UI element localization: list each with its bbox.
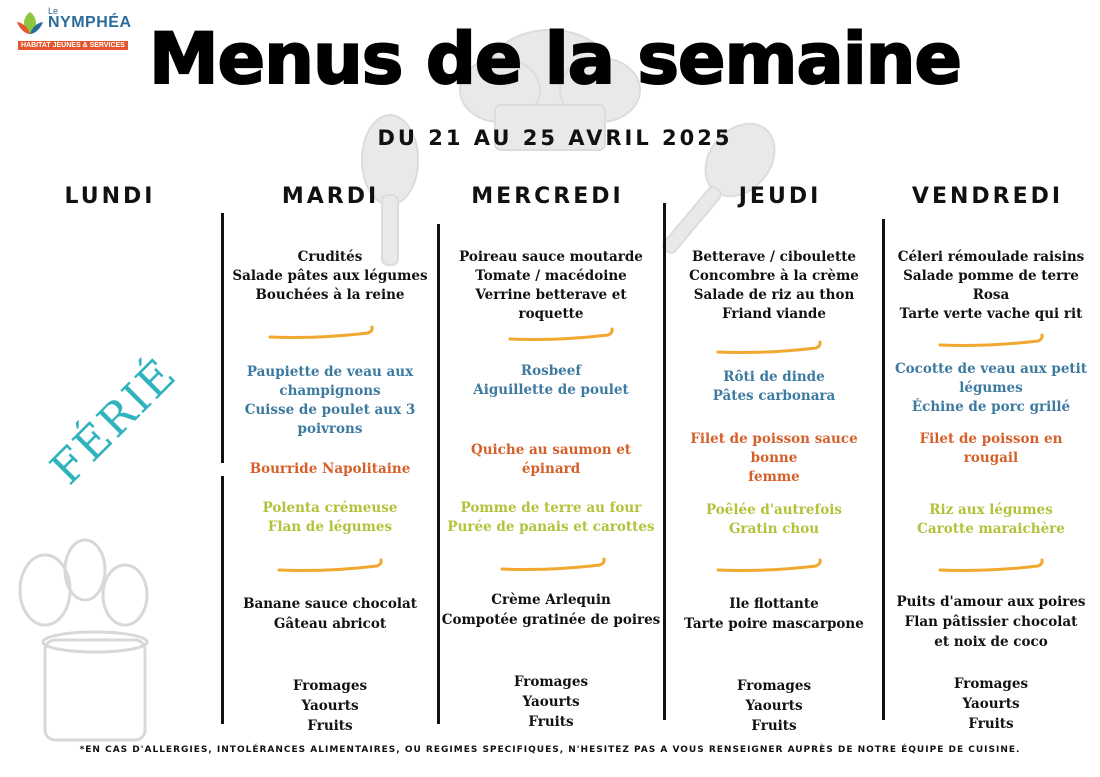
day-jeudi: JEUDI: [738, 184, 822, 209]
swash-divider: [938, 333, 1046, 349]
separator-line: [221, 213, 224, 463]
menu-item: Betterave / ciboulette: [691, 249, 857, 265]
menu-item: Purée de panais et carottes: [447, 519, 655, 535]
jeudi-poisson: [668, 430, 880, 487]
menu-item: Aiguillette de poulet: [473, 382, 629, 398]
menu-item: Yaourts: [745, 698, 803, 714]
mercredi-laitages: [441, 672, 661, 732]
menu-item: Rôti de dinde: [723, 369, 825, 385]
menu-item: Yaourts: [522, 694, 580, 710]
menu-item: Tarte verte vache qui rit: [899, 306, 1083, 322]
separator-line: [221, 476, 224, 724]
vendredi-entrees: [886, 248, 1096, 324]
menu-item: Filet de poisson sauce bonne: [690, 431, 858, 466]
menu-item: Yaourts: [301, 698, 359, 714]
menu-item: Flan pâtissier chocolat: [904, 614, 1078, 630]
swash-divider: [716, 558, 824, 574]
menu-item: et noix de coco: [934, 634, 1048, 650]
swash-divider: [268, 325, 376, 341]
date-range: DU 21 AU 25 AVRIL 2025: [377, 126, 733, 150]
mardi-laitages: [225, 676, 435, 736]
menu-item: rougail: [963, 450, 1019, 466]
menu-item: champignons: [279, 383, 381, 399]
menu-item: Salade pomme de terre Rosa: [903, 268, 1079, 303]
mercredi-desserts: [441, 590, 661, 630]
jeudi-accompagnements: [668, 501, 880, 539]
mercredi-accompagnements: [441, 499, 661, 537]
page-title: Menus de la semaine: [148, 18, 961, 100]
separator-line: [663, 203, 666, 720]
menu-item: Fromages: [513, 674, 589, 690]
logo-name: NYMPHÉA: [48, 14, 132, 31]
menu-item: Verrine betterave et roquette: [475, 287, 627, 322]
menu-item: Riz aux légumes: [929, 502, 1053, 518]
menu-item: Banane sauce chocolat: [243, 596, 417, 612]
mercredi-entrees: [441, 248, 661, 324]
menu-item: Bouchées à la reine: [255, 287, 405, 303]
separator-line: [437, 224, 440, 724]
swash-divider: [938, 558, 1046, 574]
vendredi-plats: [886, 360, 1096, 417]
menu-item: femme: [748, 469, 800, 485]
mardi-entrees: [225, 248, 435, 305]
menu-item: Polenta crémeuse: [262, 500, 398, 516]
mardi-plats: [225, 363, 435, 439]
day-vendredi: VENDREDI: [911, 184, 1064, 209]
ferie-label: FÉRIÉ: [41, 348, 187, 495]
menu-item: Cocotte de veau aux petit: [894, 361, 1088, 377]
menu-item: Poêlée d'autrefois: [705, 502, 842, 518]
menu-item: Compotée gratinée de poires: [441, 612, 661, 628]
utensil-jar-illustration: [5, 530, 175, 745]
mercredi-plats: [441, 362, 661, 400]
menu-item: Tomate / macédoine: [475, 268, 627, 284]
menu-item: Fromages: [953, 676, 1029, 692]
menu-item: Filet de poisson en: [919, 431, 1063, 447]
swash-divider: [500, 557, 608, 573]
menu-item: Carotte maraichère: [917, 521, 1065, 537]
vendredi-desserts: [886, 592, 1096, 652]
menu-item: légumes: [959, 380, 1023, 396]
jeudi-laitages: [668, 676, 880, 736]
jeudi-desserts: [668, 594, 880, 634]
menu-item: Crudités: [297, 249, 363, 265]
menu-item: Fruits: [528, 714, 574, 730]
day-mardi: MARDI: [281, 184, 380, 209]
menu-item: Cuisse de poulet aux 3: [244, 402, 416, 418]
swash-divider: [277, 558, 385, 574]
menu-item: Gâteau abricot: [273, 616, 387, 632]
menu-item: Fruits: [751, 718, 797, 734]
menu-item: Échine de porc grillé: [911, 399, 1071, 415]
menu-item: Fruits: [968, 716, 1014, 732]
menu-item: Ile flottante: [729, 596, 819, 612]
menu-item: Tarte poire mascarpone: [684, 616, 864, 632]
swash-divider: [716, 340, 824, 356]
menu-item: Céleri rémoulade raisins: [897, 249, 1085, 265]
allergy-notice: *EN CAS D'ALLERGIES, INTOLÉRANCES ALIMENTAIRES, OU REGIMES SPECIFIQUES, N'HESITEZ PAS A VOUS RENSEIGNER AUPRÈS DE NOTRE ÉQUIPE DE CUISINE.: [79, 745, 1021, 755]
menu-item: Crème Arlequin: [491, 592, 611, 608]
menu-item: Paupiette de veau aux: [246, 364, 414, 380]
menu-item: Gratin chou: [728, 521, 820, 537]
menu-item: Salade pâtes aux légumes: [232, 268, 428, 284]
mardi-desserts: [225, 594, 435, 634]
menu-item: Flan de légumes: [267, 519, 393, 535]
day-mercredi: MERCREDI: [471, 184, 624, 209]
mercredi-poisson: Quiche au saumon et épinard: [470, 442, 632, 477]
menu-item: Fromages: [736, 678, 812, 694]
separator-line: [882, 219, 885, 720]
menu-item: Puits d'amour aux poires: [896, 594, 1086, 610]
logo-tagline: HABITAT JEUNES & SERVICES: [18, 41, 128, 50]
menu-item: Pâtes carbonara: [712, 388, 836, 404]
menu-item: Yaourts: [962, 696, 1020, 712]
vendredi-accompagnements: [886, 501, 1096, 539]
jeudi-entrees: [668, 248, 880, 324]
mardi-poisson: Bourride Napolitaine: [249, 461, 411, 477]
jeudi-plats: [668, 368, 880, 406]
menu-item: Pomme de terre au four: [460, 500, 642, 516]
mardi-accompagnements: [225, 499, 435, 537]
logo-le: Le: [48, 6, 59, 16]
menu-item: Poireau sauce moutarde: [459, 249, 643, 265]
menu-item: poivrons: [297, 421, 363, 437]
menu-item: Rosbeef: [520, 363, 582, 379]
swash-divider: [508, 327, 616, 343]
menu-item: Fromages: [292, 678, 368, 694]
vendredi-poisson: [886, 430, 1096, 468]
menu-item: Friand viande: [722, 306, 826, 322]
vendredi-laitages: [886, 674, 1096, 734]
menu-item: Salade de riz au thon: [693, 287, 855, 303]
menu-item: Fruits: [307, 718, 353, 734]
menu-item: Concombre à la crème: [689, 268, 859, 284]
day-lundi: LUNDI: [64, 184, 156, 209]
